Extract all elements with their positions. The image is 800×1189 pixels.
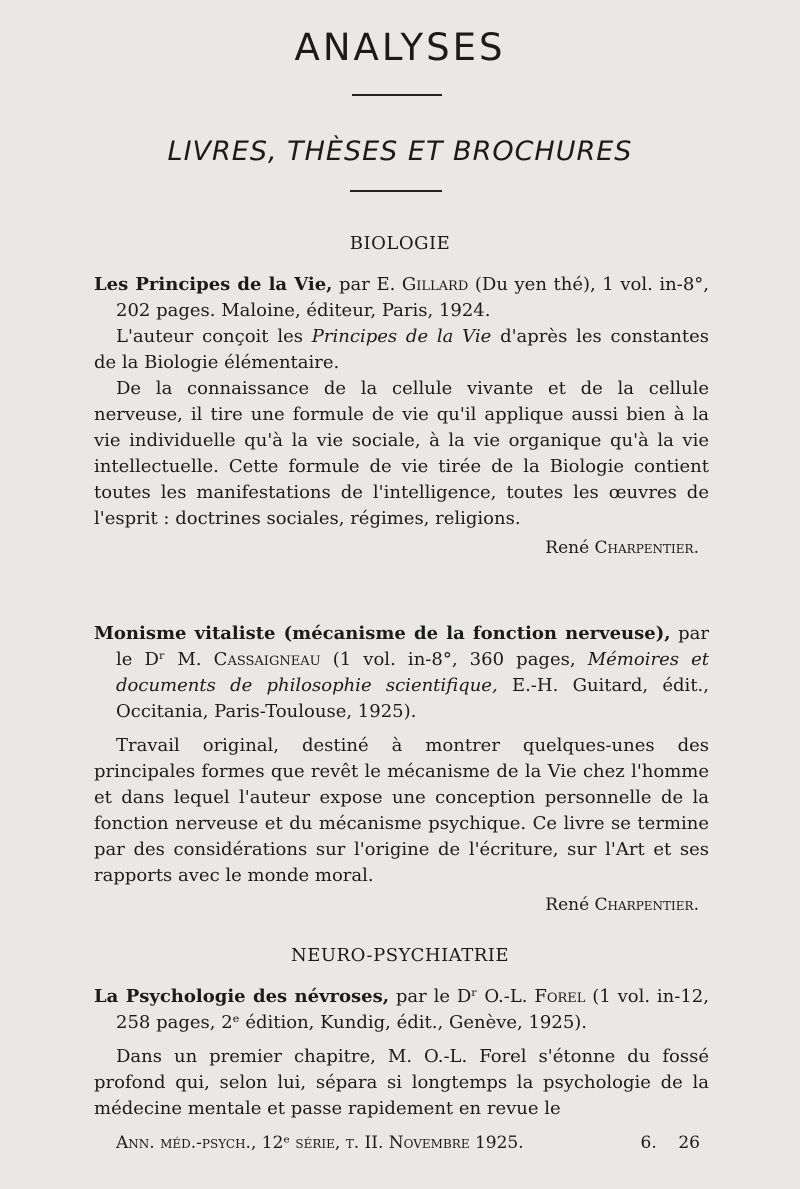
book-title: Monisme vitaliste (mécanisme de la fonction nerveuse), xyxy=(94,623,671,644)
review-entry-3 xyxy=(94,984,709,1122)
review-entry-1 xyxy=(94,272,709,561)
title-divider xyxy=(352,94,442,96)
review-paragraph: Travail original, destiné à montrer quelques-unes des principales formes que revêt le mécanisme de la Vie chez l'homme et dans lequel l'auteur expose une conception personnelle de la fonction nerveuse et du mécanisme psychique. Ce livre se termine par des considérations sur l'origine de l'écriture, sur l'Art et ses rapports avec le monde moral. xyxy=(94,735,709,886)
section-heading-neuro-psychiatrie: NEURO-PSYCHIATRIE xyxy=(290,945,510,966)
review-entry-2 xyxy=(94,621,709,918)
section-heading-biologie: BIOLOGIE xyxy=(349,233,451,254)
review-citation: Les Principes de la Vie, par E. Gillard (Du yen thé), 1 vol. in-8°, 202 pages. Maloine, éditeur, Paris, 1924. xyxy=(94,274,710,321)
journal-reference: Ann. méd.-psych., 12ᵉ série, t. II. Novembre 1925. xyxy=(116,1133,524,1153)
page-footer xyxy=(116,1133,700,1153)
review-citation: Monisme vitaliste (mécanisme de la fonction nerveuse), par le Dʳ M. Cassaigneau (1 vol. in-8°, 360 pages, Mémoires et documents de philosophie scientifique, E.-H. Guitard, édit., Occitania, Paris-Toulouse, 1925). xyxy=(94,623,709,722)
page-title: ANALYSES xyxy=(294,26,506,69)
author-name: Gillard xyxy=(401,274,469,295)
review-citation: La Psychologie des névroses, par le Dʳ O.-L. Forel (1 vol. in-12, 258 pages, 2ᵉ édition, Kundig, édit., Genève, 1925). xyxy=(94,986,709,1033)
reviewer-signature: René Charpentier. xyxy=(545,538,699,558)
subtitle-divider xyxy=(350,190,442,192)
book-title: Les Principes de la Vie, xyxy=(94,274,333,295)
review-paragraph: L'auteur conçoit les Principes de la Vie d'après les constantes de la Biologie élémentaire. xyxy=(94,326,709,373)
author-name: Cassaigneau xyxy=(213,649,321,670)
reviewer-signature: René Charpentier. xyxy=(545,895,699,915)
book-title: La Psychologie des névroses, xyxy=(94,986,390,1007)
author-name: Forel xyxy=(534,986,586,1007)
page-number: 6. 26 xyxy=(640,1133,700,1153)
review-paragraph: Dans un premier chapitre, M. O.-L. Forel s'étonne du fossé profond qui, selon lui, sépara si longtemps la psychologie de la médecine mentale et passe rapidement en revue le xyxy=(94,1046,709,1119)
page-subtitle: LIVRES, THÈSES ET BROCHURES xyxy=(167,136,633,167)
review-paragraph: De la connaissance de la cellule vivante et de la cellule nerveuse, il tire une formule de vie qu'il applique aussi bien à la vie individuelle qu'à la vie sociale, à la vie organique qu'à la vie intellectuelle. Cette formule de vie tirée de la Biologie contient toutes les manifestations de l'intelligence, toutes les œuvres de l'esprit : doctrines sociales, régimes, religions. xyxy=(94,378,709,529)
